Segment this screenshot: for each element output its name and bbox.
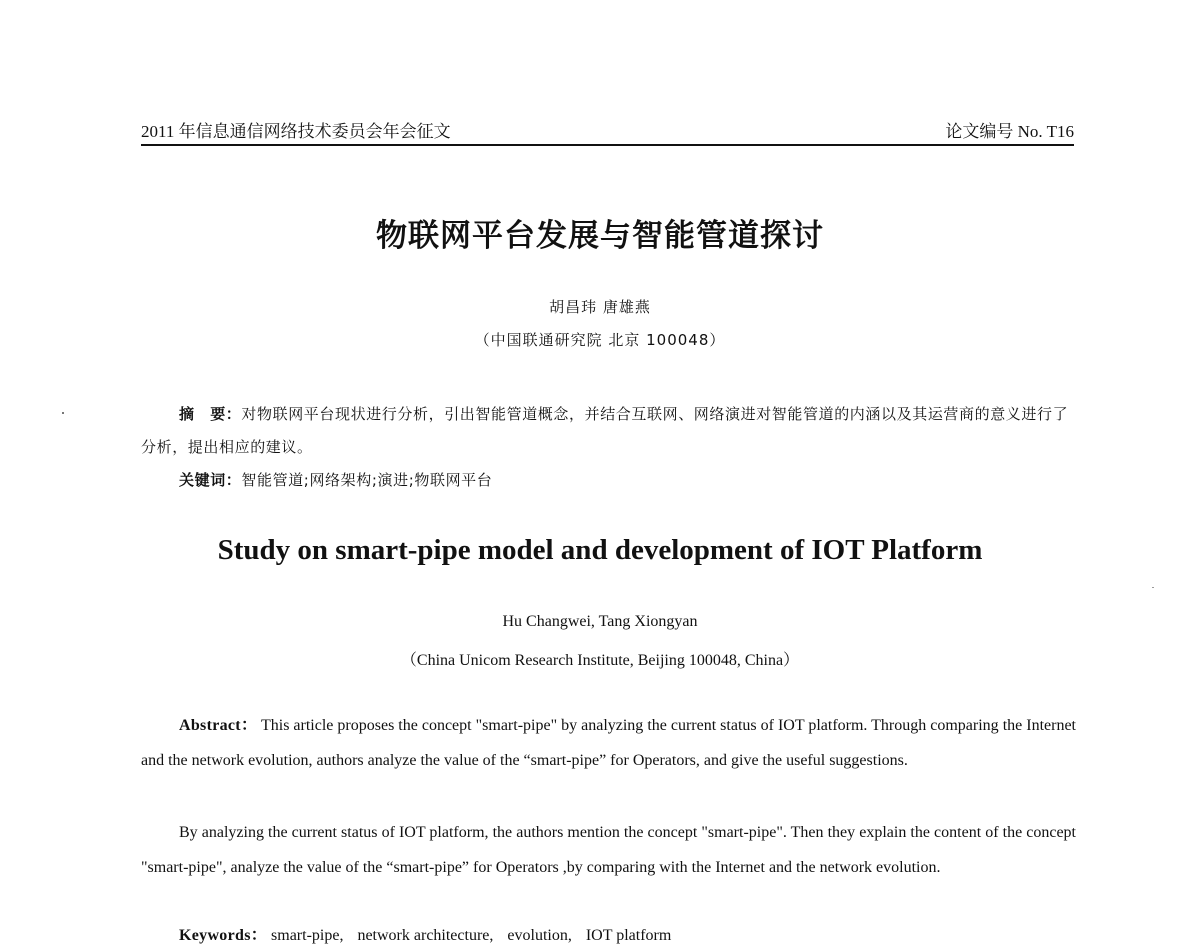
keyword-3: evolution,	[507, 927, 572, 944]
authors-cn: 胡昌玮 唐雄燕	[549, 298, 651, 316]
paper-title-en: Study on smart-pipe model and development of IOT Platform	[217, 534, 983, 566]
page-header	[141, 116, 1074, 146]
abstract-cn-text: 对物联网平台现状进行分析，引出智能管道概念，并结合互联网、网络演进对智能管道的内涵以及其运营商的意义进行了分析，提出相应的建议。	[141, 405, 1069, 456]
keywords-cn	[179, 464, 492, 497]
header-paper-number: 论文编号 No. T16	[945, 122, 1074, 141]
paper-title-cn: 物联网平台发展与智能管道探讨	[376, 218, 824, 254]
affiliation-cn: （中国联通研究院 北京 100048）	[474, 331, 726, 349]
keywords-en-label: Keywords：	[179, 927, 268, 944]
abstract-cn	[141, 398, 1077, 464]
keyword-4: IOT platform	[585, 927, 672, 944]
keywords-cn-label: 关键词：	[179, 471, 242, 489]
scan-speck	[62, 412, 64, 414]
abstract-en-paragraph-1	[141, 708, 1076, 778]
authors-en: Hu Changwei, Tang Xiongyan	[502, 613, 698, 630]
abstract-en-paragraph-2: By analyzing the current status of IOT platform, the authors mention the concept "smart-pipe". Then they explain the content of the concept "smart-pipe", analyze the value of the “smart-pipe” for Operators ,by comparing with the Internet and the network evolution.	[141, 824, 1076, 876]
keywords-cn-text: 智能管道;网络架构;演进;物联网平台	[241, 471, 493, 489]
affiliation-en: （China Unicom Research Institute, Beijing 100048, China）	[400, 652, 800, 669]
keyword-2: network architecture,	[357, 927, 494, 944]
abstract-cn-label: 摘 要：	[179, 405, 242, 423]
keyword-1: smart-pipe,	[271, 927, 344, 944]
scan-speck-right	[1152, 587, 1154, 588]
abstract-en-p1-text: This article proposes the concept "smart-pipe" by analyzing the current status of IOT platform. Through comparing the Internet and the network evolution, authors analyze the value of the “smart-pipe” for Operators, and give the useful suggestions.	[141, 717, 1076, 769]
header-conference: 2011 年信息通信网络技术委员会年会征文	[141, 122, 451, 141]
keywords-en	[179, 920, 671, 952]
abstract-en-label: Abstract：	[179, 717, 258, 734]
